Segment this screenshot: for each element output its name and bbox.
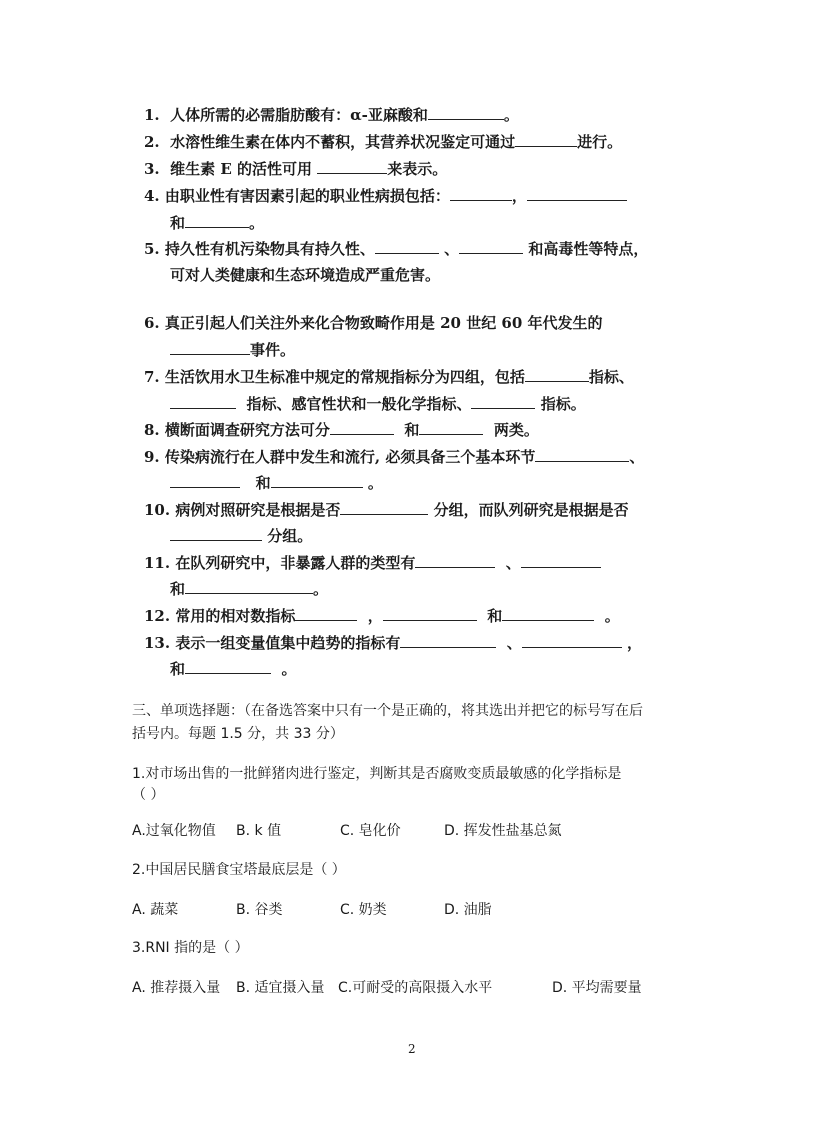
question-13-line2: 和 。 [170,660,297,678]
section-heading: 三、单项选择题：（在备选答案中只有一个是正确的，将其选出并把它的标号写在后 [132,703,643,719]
q4-blank-1 [450,186,512,201]
mc3-option-b: B. 适宜摄入量 [236,980,325,996]
q11-blank-1 [415,553,495,568]
q10-blank-2 [170,526,262,541]
mc3-option-c: C.可耐受的高限摄入水平 [338,980,493,996]
question-2: 2. 水溶性维生素在体内不蓄积，其营养状况鉴定可通过 进行。 [144,133,623,151]
question-11-line2: 和 。 [170,580,329,598]
q11-blank-3 [185,579,313,594]
q1-number: 1. [144,106,160,124]
q9-blank-1 [535,447,629,462]
q11-blank-2 [521,553,601,568]
question-11: 11. 在队列研究中，非暴露人群的类型有 、 [144,552,601,574]
mc-question-1-paren: （ ） [132,787,165,803]
mc1-option-a: A.过氧化物值 [132,823,216,839]
question-12: 12. 常用的相对数指标 ， 和 。 [144,607,620,625]
question-3: 3. 维生素 E 的活性可用 来表示。 [144,160,448,178]
mc-question-1: 1.对市场出售的一批鲜猪肉进行鉴定，判断其是否腐败变质最敏感的化学指标是 [132,766,622,782]
section-heading-line2: 括号内。每题 1.5 分，共 33 分） [132,726,344,742]
mc1-option-d: D. 挥发性盐基总氮 [444,823,562,839]
mc1-option-c: C. 皂化价 [340,823,401,839]
q1-blank [428,105,504,120]
question-6-line2: 事件。 [170,339,295,361]
q4-blank-2 [527,186,627,201]
question-1: 1. 人体所需的必需脂肪酸有：α-亚麻酸和 。 [144,106,519,124]
q9-blank-3 [271,473,363,488]
q12-blank-3 [502,606,594,621]
question-9-line2: 和 。 [170,472,383,494]
mc-question-2: 2.中国居民膳食宝塔最底层是（ ） [132,862,346,878]
mc2-option-b: B. 谷类 [236,902,283,918]
q3-blank [317,159,387,174]
q5-blank-2 [459,239,523,254]
question-10: 10. 病例对照研究是根据是否 分组，而队列研究是根据是否 [144,501,629,519]
mc-question-3: 3.RNI 指的是（ ） [132,940,249,956]
mc2-option-d: D. 油脂 [444,902,492,918]
q7-blank-3 [471,394,535,409]
q5-blank-1 [375,239,439,254]
q9-blank-2 [170,473,240,488]
q1-text: 人体所需的必需脂肪酸有：α-亚麻酸和 [170,106,428,124]
page-number: 2 [408,1042,416,1056]
question-6: 6. 真正引起人们关注外来化合物致畸作用是 20 世纪 60 年代发生的 [144,314,603,332]
q7-blank-2 [170,394,236,409]
q12-blank-2 [383,606,477,621]
q13-blank-2 [522,633,622,648]
q7-blank-1 [525,367,589,382]
q13-blank-3 [185,659,271,674]
question-9: 9. 传染病流行在人群中发生和流行, 必须具备三个基本环节 、 [144,448,645,466]
q2-blank [515,132,577,147]
q10-blank-1 [340,500,428,515]
q12-blank-1 [295,606,357,621]
mc2-option-a: A. 蔬菜 [132,902,179,918]
question-13: 13. 表示一组变量值集中趋势的指标有 、 ， [144,634,643,652]
question-8: 8. 横断面调查研究方法可分 和 两类。 [144,421,539,439]
question-5-line2: 可对人类健康和生态环境造成严重危害。 [170,266,441,284]
question-7-line2: 指标、感官性状和一般化学指标、 指标。 [170,393,586,415]
mc1-option-b: B. k 值 [236,823,282,839]
q6-blank [170,340,250,355]
q8-blank-1 [330,420,394,435]
question-4-line2: 和 。 [170,214,265,232]
question-7: 7. 生活饮用水卫生标准中规定的常规指标分为四组，包括 指标、 [144,368,634,386]
question-4: 4. 由职业性有害因素引起的职业性病损包括： ， [144,185,627,207]
q4-blank-3 [185,213,249,228]
question-5: 5. 持久性有机污染物具有持久性、 、 和高毒性等特点， [144,240,649,258]
mc2-option-c: C. 奶类 [340,902,387,918]
q13-blank-1 [400,633,496,648]
mc3-option-d: D. 平均需要量 [552,980,642,996]
question-10-line2: 分组。 [170,525,312,547]
q8-blank-2 [419,420,483,435]
mc3-option-a: A. 推荐摄入量 [132,980,221,996]
